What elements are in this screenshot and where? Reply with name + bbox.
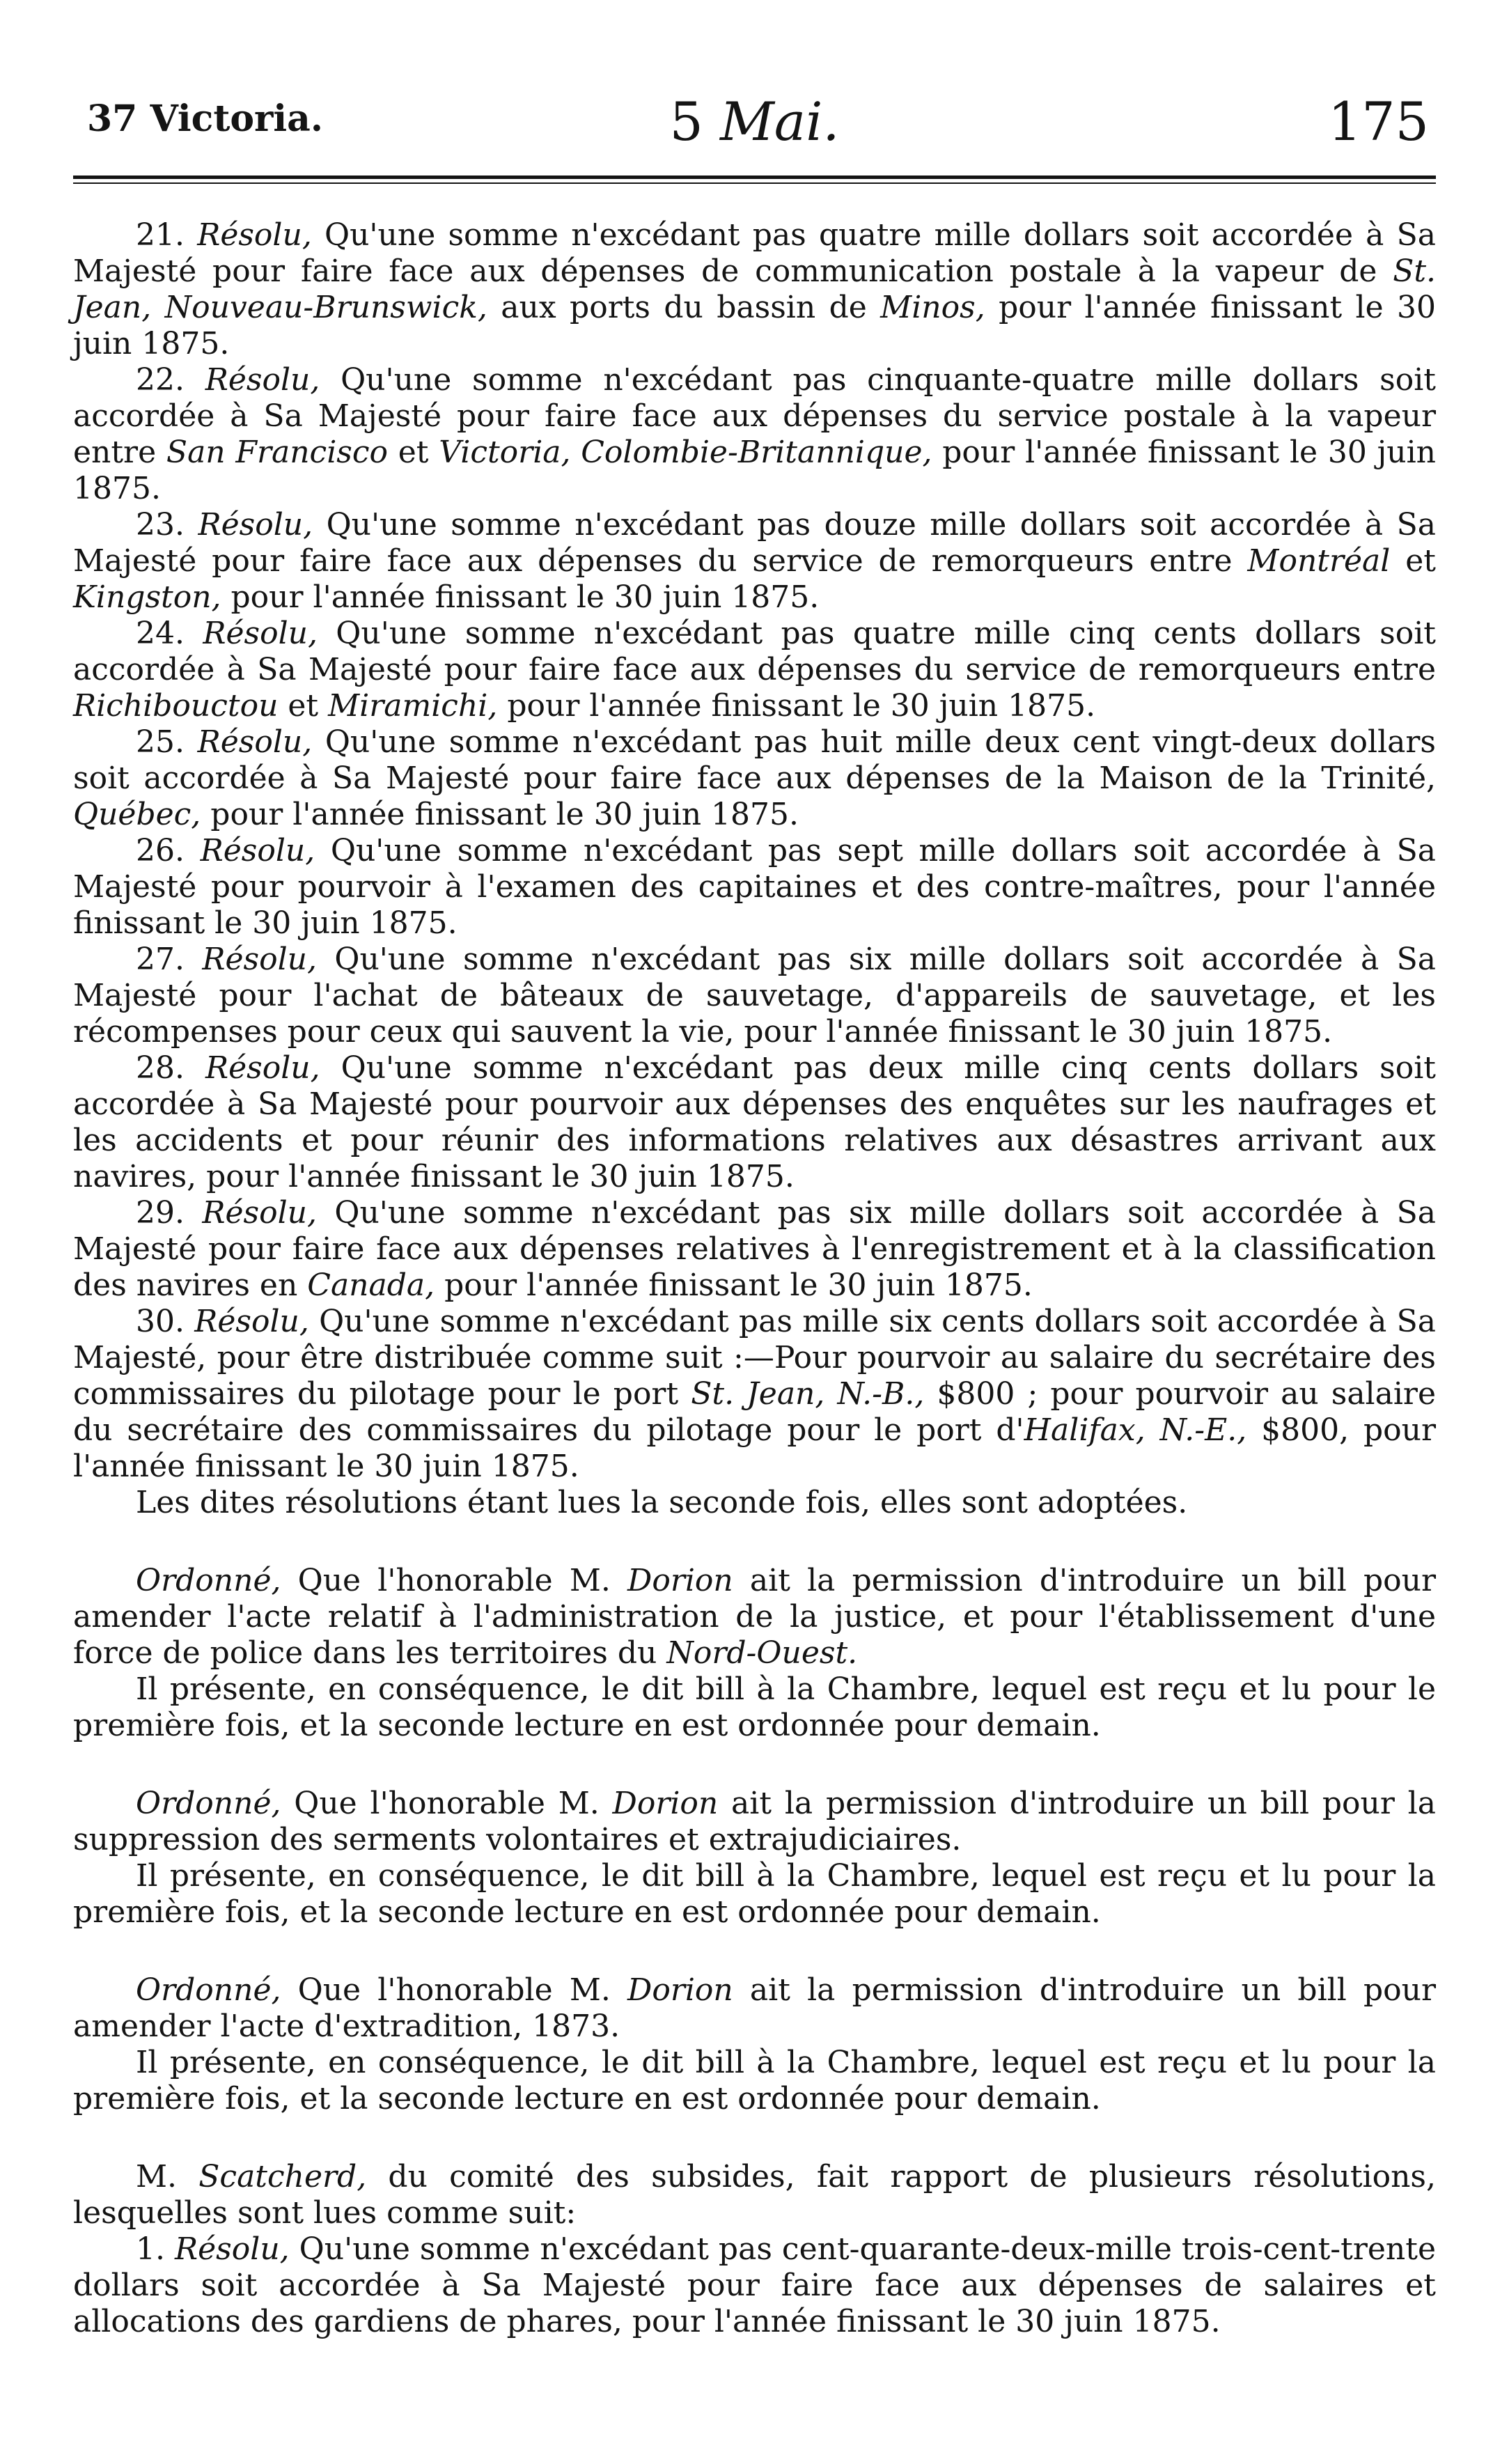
order-2: Ordonné, Que l'honorable M. Dorion ait la permission d'introduire un bill pour la suppression des serments volontaires et extrajudiciaires. xyxy=(73,1786,1436,1857)
order-1-reading: Il présente, en conséquence, le dit bill à la Chambre, lequel est reçu et lu pour le première fois, et la seconde lecture en est ordonnée pour demain. xyxy=(73,1671,1436,1743)
header-date xyxy=(73,91,1436,153)
resolution-26: 26. Résolu, Qu'une somme n'excédant pas sept mille dollars soit accordée à Sa Majesté pour pourvoir à l'examen des capitaines et des contre-maîtres, pour l'année finissant le 30 juin 1875. xyxy=(73,833,1436,941)
resolution-1: 1. Résolu, Qu'une somme n'excédant pas cent-quarante-deux-mille trois-cent-trente dollars soit accordée à Sa Majesté pour faire face aux dépenses de salaires et allocations des gardiens de phares, pour l'année finissant le 30 juin 1875. xyxy=(73,2231,1436,2339)
resolution-22: 22. Résolu, Qu'une somme n'excédant pas cinquante-quatre mille dollars soit accordée à Sa Majesté pour faire face aux dépenses du service postale à la vapeur entre San Francisco et Victoria, Colombie-Britannique, pour l'année finissant le 30 juin 1875. xyxy=(73,362,1436,506)
header-month: Mai. xyxy=(719,91,840,153)
resolution-21: 21. Résolu, Qu'une somme n'excédant pas quatre mille dollars soit accordée à Sa Majesté pour faire face aux dépenses de communication postale à la vapeur de St. Jean, Nouveau-Brunswick, aux ports du bassin de Minos, pour l'année finissant le 30 juin 1875. xyxy=(73,217,1437,361)
resolution-23: 23. Résolu, Qu'une somme n'excédant pas douze mille dollars soit accordée à Sa Majesté pour faire face aux dépenses du service de remorqueurs entre Montréal et Kingston, pour l'année finissant le 30 juin 1875. xyxy=(73,507,1436,615)
header-rule xyxy=(73,176,1436,184)
resolution-29: 29. Résolu, Qu'une somme n'excédant pas six mille dollars soit accordée à Sa Majesté pour faire face aux dépenses relatives à l'enregistrement et à la classification des navires en Canada, pour l'année finissant le 30 juin 1875. xyxy=(73,1195,1436,1303)
committee-report: M. Scatcherd, du comité des subsides, fait rapport de plusieurs résolutions, lesquelles sont lues comme suit: xyxy=(73,2159,1436,2231)
resolution-27: 27. Résolu, Qu'une somme n'excédant pas six mille dollars soit accordée à Sa Majesté pour l'achat de bâteaux de sauvetage, d'appareils de sauvetage, et les récompenses pour ceux qui sauvent la vie, pour l'année finissant le 30 juin 1875. xyxy=(73,942,1436,1050)
order-2-reading: Il présente, en conséquence, le dit bill à la Chambre, lequel est reçu et lu pour la première fois, et la seconde lecture en est ordonnée pour demain. xyxy=(73,1858,1436,1930)
page-header xyxy=(73,84,1436,160)
order-3: Ordonné, Que l'honorable M. Dorion ait la permission d'introduire un bill pour amender l'acte d'extradition, 1873. xyxy=(73,1972,1436,2044)
page-number: 175 xyxy=(1327,91,1429,153)
order-1: Ordonné, Que l'honorable M. Dorion ait la permission d'introduire un bill pour amender l'acte relatif à l'administration de la justice, et pour l'établissement d'une force de police dans les territoires du Nord-Ouest. xyxy=(73,1563,1436,1671)
header-day: 5 xyxy=(669,91,703,153)
resolution-30: 30. Résolu, Qu'une somme n'excédant pas mille six cents dollars soit accordée à Sa Majesté, pour être distribuée comme suit :—Pour pourvoir au salaire du secrétaire des commissaires du pilotage pour le port St. Jean, N.-B., $800 ; pour pourvoir au salaire du secrétaire des commissaires du pilotage pour le port d'Halifax, N.-E., $800, pour l'année finissant le 30 juin 1875. xyxy=(73,1304,1437,1484)
header-session: 37 Victoria. xyxy=(87,98,323,140)
resolution-25: 25. Résolu, Qu'une somme n'excédant pas huit mille deux cent vingt-deux dollars soit accordée à Sa Majesté pour faire face aux dépenses de la Maison de la Trinité, Québec, pour l'année finissant le 30 juin 1875. xyxy=(73,724,1436,832)
adoption-note: Les dites résolutions étant lues la seconde fois, elles sont adoptées. xyxy=(136,1485,1188,1520)
resolution-28: 28. Résolu, Qu'une somme n'excédant pas deux mille cinq cents dollars soit accordée à Sa Majesté pour pourvoir aux dépenses des enquêtes sur les naufrages et les accidents et pour réunir des informations relatives aux désastres arrivant aux navires, pour l'année finissant le 30 juin 1875. xyxy=(73,1050,1436,1194)
resolution-24: 24. Résolu, Qu'une somme n'excédant pas quatre mille cinq cents dollars soit accordée à Sa Majesté pour faire face aux dépenses du service de remorqueurs entre Richibouctou et Miramichi, pour l'année finissant le 30 juin 1875. xyxy=(73,616,1436,724)
order-3-reading: Il présente, en conséquence, le dit bill à la Chambre, lequel est reçu et lu pour la première fois, et la seconde lecture en est ordonnée pour demain. xyxy=(73,2045,1436,2116)
